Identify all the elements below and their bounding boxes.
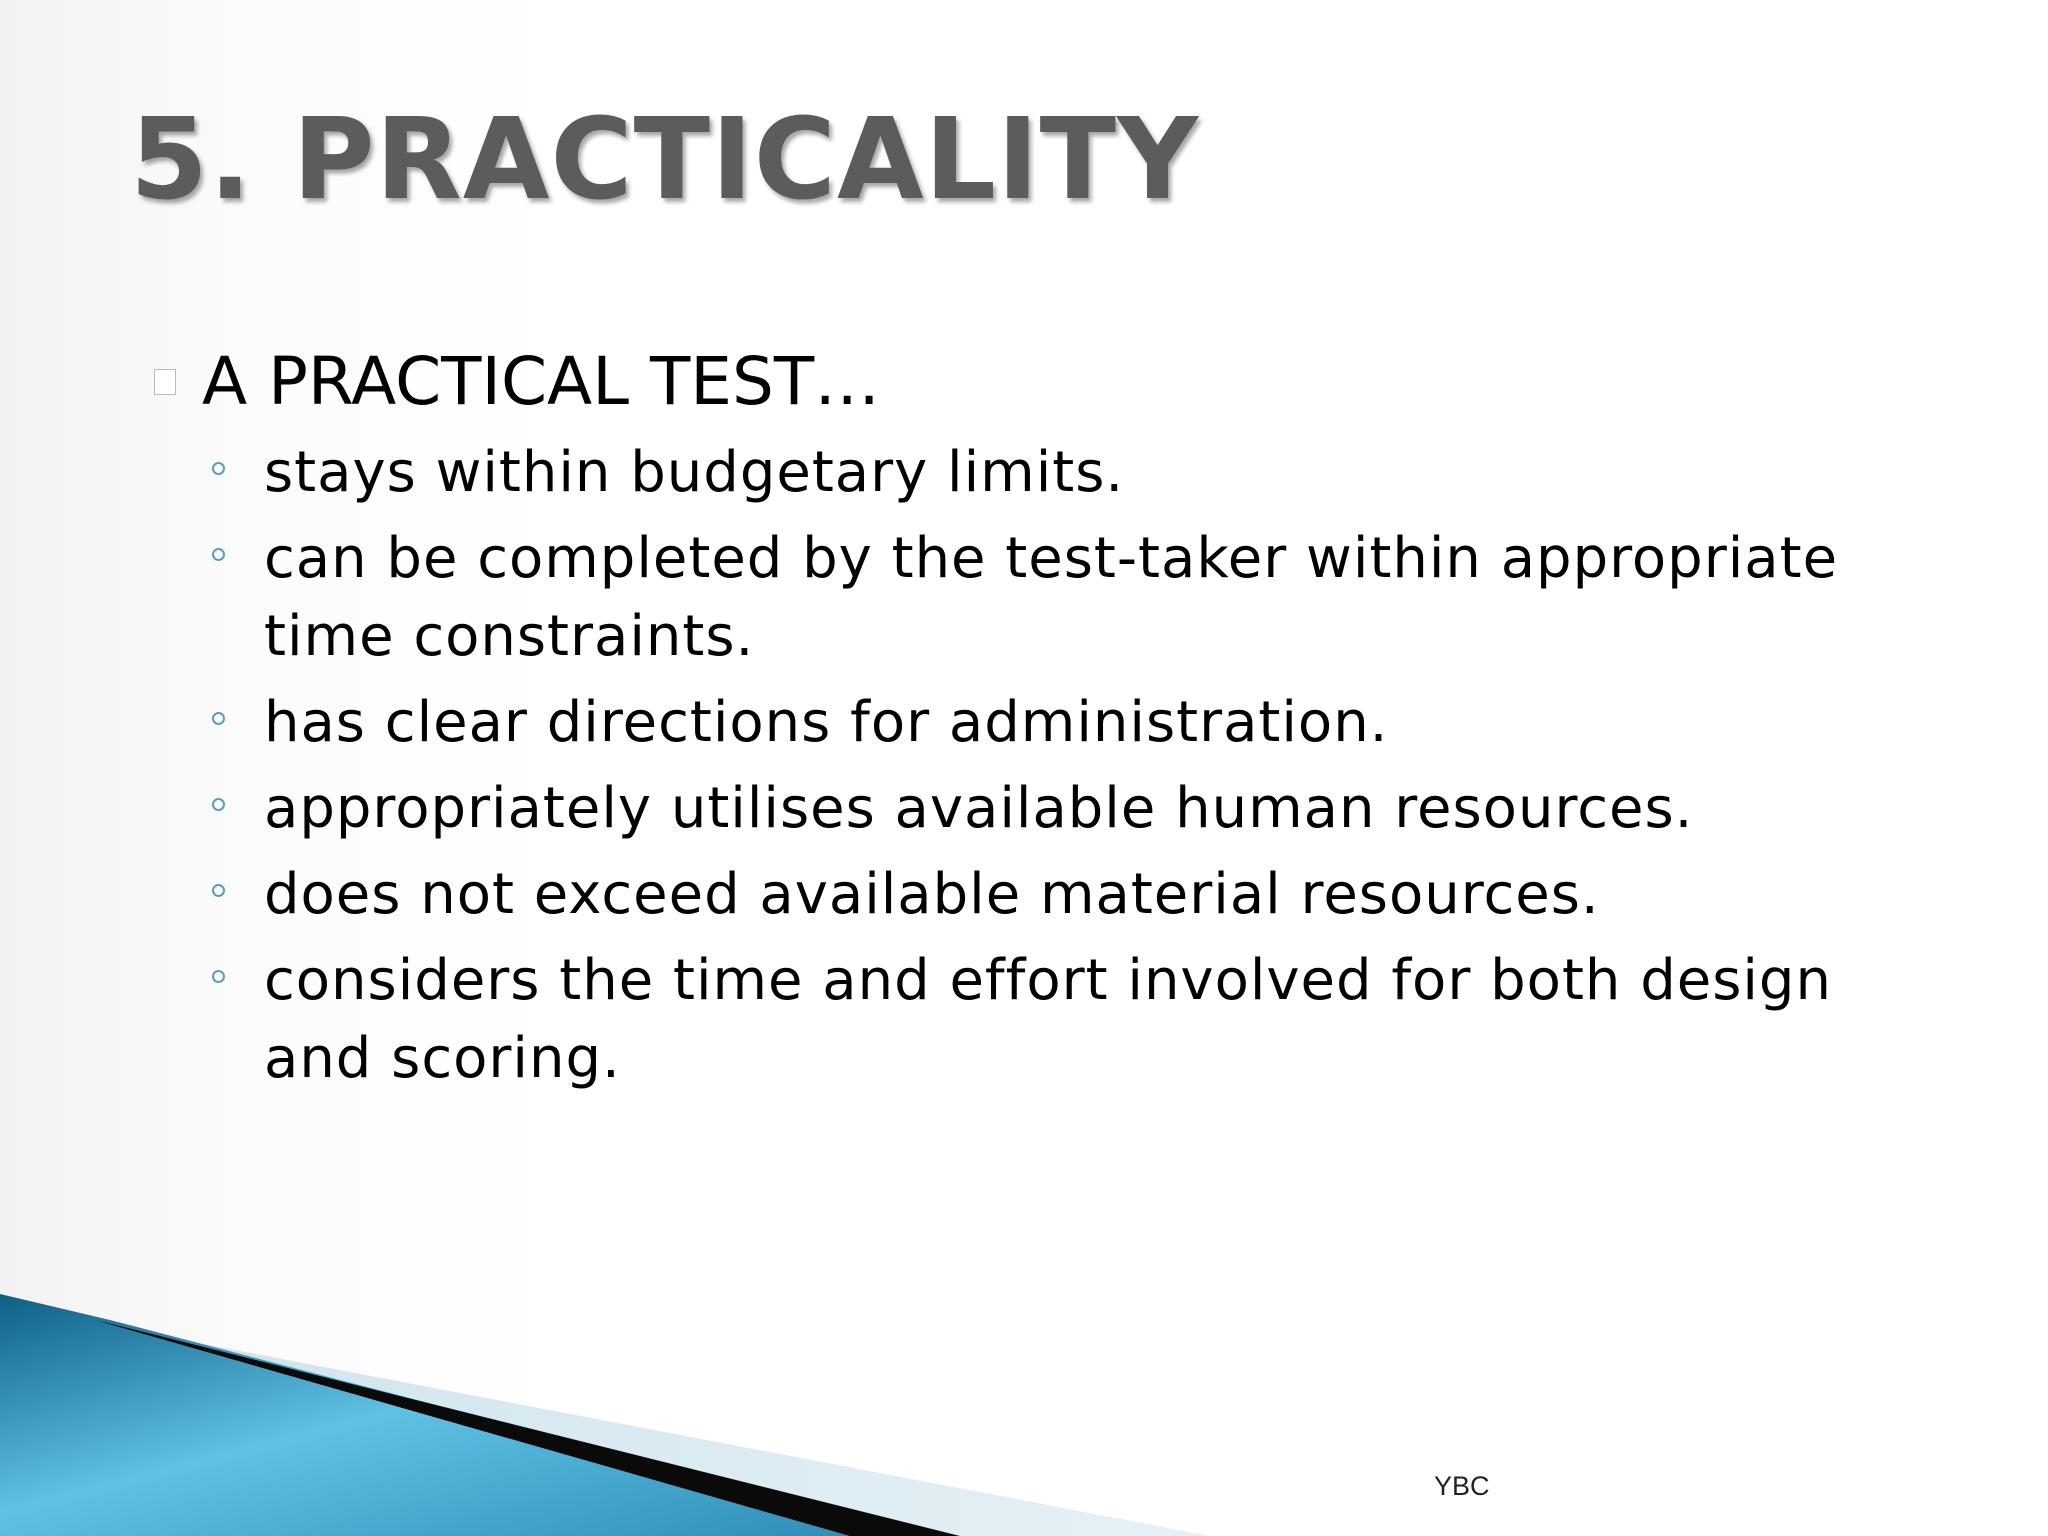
- sub-bullet-item: [150, 856, 1950, 934]
- slide-title: 5. PRACTICALITY: [130, 95, 1200, 225]
- sub-bullet-list: [150, 434, 1950, 1098]
- circle-bullet-icon: [212, 798, 225, 811]
- sub-bullet-item: [150, 770, 1950, 848]
- circle-bullet-icon: [212, 884, 225, 897]
- footer-label: YBC: [1434, 1471, 1490, 1501]
- level1-bullet-text: A PRACTICAL TEST…: [202, 343, 881, 420]
- circle-bullet-icon: [212, 712, 225, 725]
- sub-bullet-item: [150, 434, 1950, 512]
- square-bullet-icon: [154, 369, 176, 395]
- sub-bullet-text: does not exceed available material resources.: [264, 862, 1600, 927]
- circle-bullet-icon: [212, 548, 225, 561]
- sub-bullet-text: stays within budgetary limits.: [264, 440, 1125, 505]
- sub-bullet-text: considers the time and effort involved for both design and scoring.: [264, 948, 1832, 1091]
- decorative-wedge-graphic: [0, 1280, 2048, 1536]
- sub-bullet-text: can be completed by the test-taker within appropriate time constraints.: [264, 526, 1839, 669]
- sub-bullet-text: appropriately utilises available human resources.: [264, 776, 1694, 841]
- circle-bullet-icon: [212, 970, 225, 983]
- sub-bullet-item: [150, 942, 1950, 1098]
- level1-bullet-item: [150, 336, 1950, 428]
- sub-bullet-item: [150, 520, 1950, 676]
- slide-content: [150, 336, 1950, 1106]
- circle-bullet-icon: [212, 462, 225, 475]
- sub-bullet-text: has clear directions for administration.: [264, 690, 1389, 755]
- sub-bullet-item: [150, 684, 1950, 762]
